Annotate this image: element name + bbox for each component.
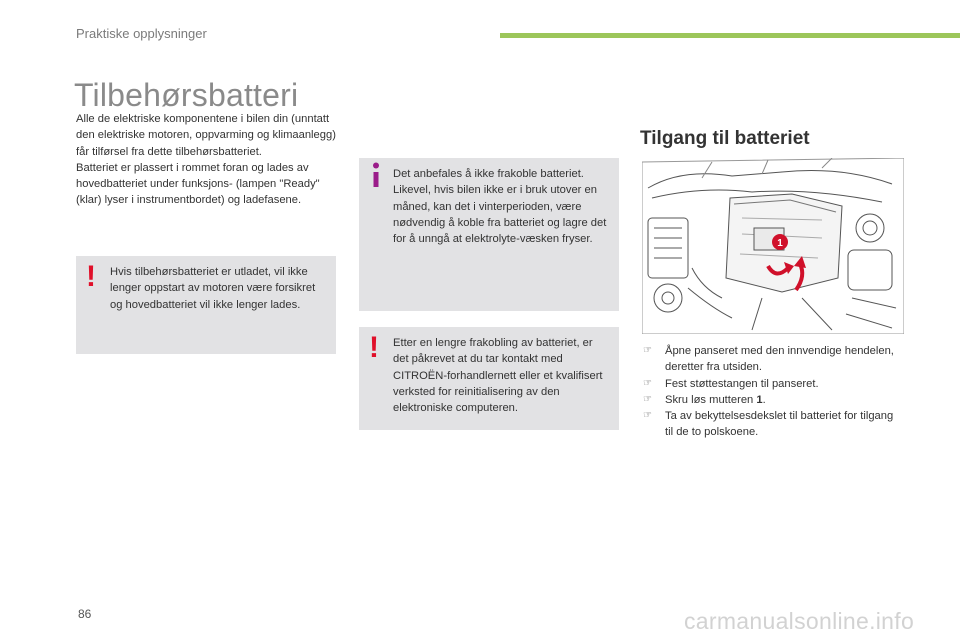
intro-text: [76, 111, 336, 209]
info-icon: [371, 162, 381, 188]
list-item: [641, 376, 903, 392]
steps-list: [641, 343, 903, 441]
header-accent-bar: [500, 33, 960, 38]
step-text-end: .: [762, 393, 766, 406]
warning-text-discharged: Hvis tilbehørsbatteriet er utladet, vil ikke lenger oppstart av motoren være forsikret og hovedbatteriet vil ikke lenger lades.: [110, 266, 316, 311]
callout-label: 1: [777, 238, 783, 249]
watermark: carmanualsonline.info: [684, 608, 915, 634]
engine-bay-illustration: [642, 158, 904, 334]
info-text-disconnect: Det anbefales å ikke frakoble batteriet. Likevel, hvis bilen ikke er i bruk utover en måned, kan det i vinterperioden, være nødvendig å koble fra batteriet og lagre det for å unngå at elektrolyte-væsken fryser.: [393, 168, 607, 246]
hand-pointer-icon: ☞: [643, 345, 652, 356]
section-header: Praktiske opplysninger: [76, 26, 207, 41]
hand-pointer-icon: ☞: [643, 393, 652, 405]
page-number: 86: [78, 607, 92, 621]
warning-icon: !: [86, 260, 96, 293]
step-text: Skru løs mutteren: [665, 393, 757, 406]
step-bold-reference: 1: [756, 393, 763, 406]
list-item: [641, 392, 903, 408]
info-box-disconnect: [359, 158, 619, 311]
page-title: Tilbehørsbatteri: [74, 77, 299, 114]
section-heading-battery-access: Tilgang til batteriet: [640, 127, 810, 149]
step-text: Åpne panseret med den innvendige hendelen, deretter fra utsiden.: [665, 345, 894, 374]
step-text: Ta av bekyttelsesdekslet til batteriet for tilgang til de to polskoene.: [665, 410, 894, 439]
warning-text-reinitialise: Etter en lengre frakobling av batteriet, er det påkrevet at du tar kontakt med CITROËN-forhandlernett eller et kvalifisert verksted for reinitialisering av den elektroniske computeren.: [393, 337, 603, 415]
list-item: [641, 343, 903, 376]
list-item: [641, 408, 903, 441]
hand-pointer-icon: ☞: [643, 377, 652, 389]
warning-box-reinitialise: [359, 327, 619, 430]
warning-box-discharged: [76, 256, 336, 354]
warning-icon: !: [369, 331, 379, 364]
intro-paragraph-1: Alle de elektriske komponentene i bilen din (unntatt den elektriske motoren, oppvarming og klimaanlegg) får tilførsel fra dette tilbehørsbatteriet.: [76, 113, 336, 158]
step-text: Fest støttestangen til panseret.: [665, 377, 819, 390]
intro-paragraph-2: Batteriet er plassert i rommet foran og lades av hovedbatteriet under funksjons- (lampen "Ready" (klar) lyser i instrumentbordet) og ladefasene.: [76, 161, 320, 207]
hand-pointer-icon: ☞: [643, 410, 652, 422]
